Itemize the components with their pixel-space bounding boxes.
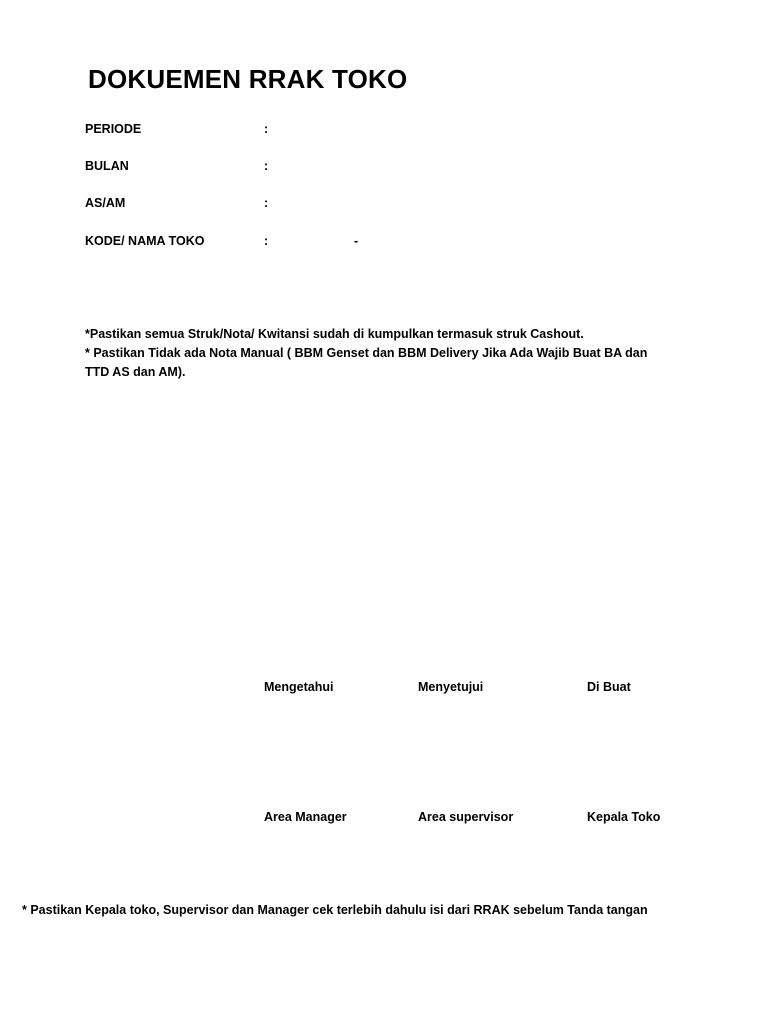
note-line-1: *Pastikan semua Struk/Nota/ Kwitansi sudah di kumpulkan termasuk struk Cashout.	[85, 327, 584, 341]
field-colon-bulan: :	[264, 159, 269, 173]
field-colon-periode: :	[264, 122, 269, 136]
field-colon-kode-nama-toko: :	[264, 234, 269, 248]
signature-role-kepala-toko: Kepala Toko	[587, 810, 661, 824]
field-colon-as-am: :	[264, 196, 269, 210]
signature-role-area-manager: Area Manager	[264, 810, 347, 824]
field-label-kode-nama-toko: KODE/ NAMA TOKO	[85, 234, 205, 248]
signature-role-area-supervisor: Area supervisor	[418, 810, 514, 824]
signature-header-menyetujui: Menyetujui	[418, 680, 484, 694]
field-label-bulan: BULAN	[85, 159, 129, 173]
footer-note: * Pastikan Kepala toko, Supervisor dan Manager cek terlebih dahulu isi dari RRAK sebelum Tanda tangan	[22, 903, 648, 917]
document-title: DOKUEMEN RRAK TOKO	[88, 64, 408, 94]
note-line-2: * Pastikan Tidak ada Nota Manual ( BBM Genset dan BBM Delivery Jika Ada Wajib Buat BA dan	[85, 346, 648, 360]
field-value-kode-nama-toko: -	[354, 234, 359, 248]
field-label-as-am: AS/AM	[85, 196, 126, 210]
signature-header-mengetahui: Mengetahui	[264, 680, 334, 694]
note-line-3: TTD AS dan AM).	[85, 365, 186, 379]
field-label-periode: PERIODE	[85, 122, 142, 136]
signature-header-di-buat: Di Buat	[587, 680, 631, 694]
